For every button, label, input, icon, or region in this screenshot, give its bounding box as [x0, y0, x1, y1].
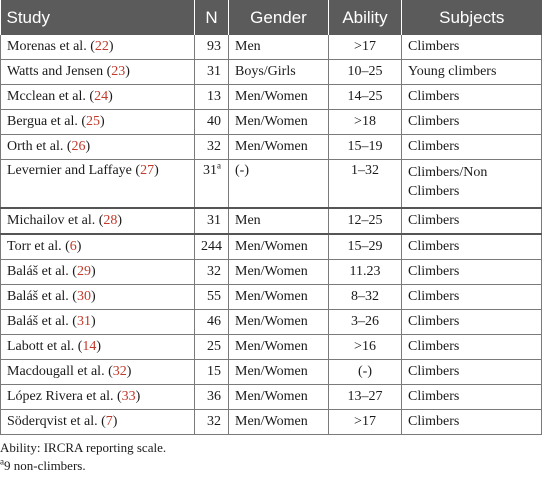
reference-link[interactable]: 30	[76, 289, 91, 304]
subjects-cell	[402, 35, 542, 60]
footnote	[0, 457, 166, 475]
study-name: Macdougall et al. (	[7, 364, 113, 379]
close-paren: )	[108, 89, 113, 104]
subjects-value: Climbers	[408, 389, 460, 404]
close-paren: )	[100, 114, 105, 129]
header-ability: Ability	[329, 0, 402, 35]
ability-cell: 8–32	[329, 285, 402, 310]
subjects-cell	[402, 260, 542, 285]
header-study: Study	[1, 0, 195, 35]
gender-cell: Men/Women	[229, 310, 329, 335]
study-name: Labott et al. (	[7, 339, 83, 354]
table-row	[1, 35, 542, 60]
close-paren: )	[90, 314, 96, 329]
study-name: Michailov et al. (	[7, 213, 104, 228]
subjects-value: Climbers	[408, 364, 460, 379]
table-row	[1, 360, 542, 385]
close-paren: )	[117, 213, 123, 228]
study-name: Orth et al. (	[7, 139, 72, 154]
table-row	[1, 160, 542, 209]
n-cell	[195, 208, 229, 234]
table-body	[1, 35, 542, 435]
close-paren: )	[112, 414, 118, 429]
n-cell	[195, 160, 229, 209]
study-cell	[1, 410, 195, 435]
footnote-mark: a	[0, 456, 4, 467]
table-row	[1, 410, 542, 435]
n-cell	[195, 234, 229, 260]
subjects-value: Climbers	[408, 314, 460, 329]
study-cell	[1, 260, 195, 285]
study-name: Bergua et al. (	[7, 114, 87, 129]
study-cell	[1, 35, 195, 60]
table-row	[1, 310, 542, 335]
header-n: N	[195, 0, 229, 35]
subjects-cell	[402, 110, 542, 135]
subjects-value: Climbers	[408, 264, 460, 279]
subjects-value: Climbers/Non Climbers	[408, 165, 488, 199]
n-value: 32	[207, 139, 221, 154]
table-row	[1, 385, 542, 410]
close-paren: )	[108, 39, 114, 54]
n-cell	[195, 35, 229, 60]
n-value: 46	[207, 314, 221, 329]
study-cell	[1, 234, 195, 260]
n-value: 32	[207, 414, 221, 429]
gender-cell: Men/Women	[229, 360, 329, 385]
n-cell	[195, 110, 229, 135]
gender-cell: Men	[229, 208, 329, 234]
reference-link[interactable]: 14	[82, 339, 97, 354]
subjects-cell	[402, 335, 542, 360]
gender-cell: Men/Women	[229, 285, 329, 310]
ability-cell: 10–25	[329, 60, 402, 85]
ability-cell: >16	[329, 335, 402, 360]
footnote-mark: a	[217, 160, 221, 171]
close-paren: )	[85, 139, 91, 154]
subjects-value: Climbers	[408, 114, 460, 129]
reference-link[interactable]: 22	[94, 39, 109, 54]
ability-cell: 14–25	[329, 85, 402, 110]
subjects-cell	[402, 160, 542, 209]
subjects-cell	[402, 310, 542, 335]
subjects-value: Climbers	[408, 139, 460, 154]
gender-cell: Men/Women	[229, 410, 329, 435]
study-cell	[1, 385, 195, 410]
reference-link[interactable]: 25	[86, 114, 101, 129]
n-cell	[195, 385, 229, 410]
reference-link[interactable]: 27	[140, 163, 155, 178]
ability-cell: 1–32	[329, 160, 402, 209]
n-value: 15	[207, 364, 221, 379]
n-value: 25	[207, 339, 221, 354]
table-row	[1, 335, 542, 360]
gender-cell: Men/Women	[229, 135, 329, 160]
ability-cell: 15–29	[329, 234, 402, 260]
subjects-cell	[402, 60, 542, 85]
subjects-cell	[402, 285, 542, 310]
footnote-text: 9 non-climbers.	[4, 458, 86, 473]
study-cell	[1, 160, 195, 209]
reference-link[interactable]: 23	[111, 64, 126, 79]
ability-cell: >18	[329, 110, 402, 135]
ability-cell: 3–26	[329, 310, 402, 335]
close-paren: )	[154, 163, 159, 178]
gender-cell: Men/Women	[229, 85, 329, 110]
table-notes	[0, 439, 166, 475]
close-paren: )	[96, 339, 102, 354]
reference-link[interactable]: 32	[112, 364, 127, 379]
study-name: Morenas et al. (	[7, 39, 95, 54]
n-cell	[195, 310, 229, 335]
subjects-cell	[402, 385, 542, 410]
n-value: 32	[207, 264, 221, 279]
reference-link[interactable]: 29	[76, 264, 91, 279]
table-row	[1, 110, 542, 135]
reference-link[interactable]: 6	[69, 239, 77, 254]
table-row	[1, 260, 542, 285]
n-cell	[195, 285, 229, 310]
reference-link[interactable]: 26	[71, 139, 86, 154]
table-row	[1, 208, 542, 234]
table-row	[1, 85, 542, 110]
study-cell	[1, 310, 195, 335]
gender-cell: (-)	[229, 160, 329, 209]
ability-cell: (-)	[329, 360, 402, 385]
subjects-cell	[402, 234, 542, 260]
reference-link[interactable]: 7	[105, 414, 113, 429]
study-cell	[1, 85, 195, 110]
reference-link[interactable]: 33	[121, 389, 136, 404]
subjects-value: Climbers	[408, 339, 460, 354]
study-name: Baláš et al. (	[7, 264, 77, 279]
n-value: 55	[207, 289, 221, 304]
study-name: Torr et al. (	[7, 239, 70, 254]
header-subjects: Subjects	[402, 0, 542, 35]
ability-cell: 15–19	[329, 135, 402, 160]
n-cell	[195, 360, 229, 385]
subjects-value: Climbers	[408, 239, 460, 254]
gender-cell: Boys/Girls	[229, 60, 329, 85]
close-paren: )	[90, 289, 96, 304]
subjects-value: Climbers	[408, 39, 460, 54]
subjects-value: Climbers	[408, 289, 460, 304]
ability-cell: >17	[329, 410, 402, 435]
reference-link[interactable]: 24	[94, 89, 109, 104]
study-cell	[1, 110, 195, 135]
close-paren: )	[76, 239, 82, 254]
reference-link[interactable]: 28	[103, 213, 118, 228]
n-value: 31	[207, 213, 221, 228]
subjects-cell	[402, 135, 542, 160]
subjects-cell	[402, 208, 542, 234]
study-name: Watts and Jensen (	[7, 64, 112, 79]
gender-cell: Men/Women	[229, 234, 329, 260]
header-row	[1, 0, 542, 35]
close-paren: )	[135, 389, 141, 404]
study-name: López Rivera et al. (	[7, 389, 122, 404]
reference-link[interactable]: 31	[76, 314, 91, 329]
study-cell	[1, 285, 195, 310]
subjects-value: Climbers	[408, 89, 460, 104]
n-cell	[195, 335, 229, 360]
table-row	[1, 234, 542, 260]
n-value: 31	[203, 163, 217, 178]
gender-cell: Men/Women	[229, 260, 329, 285]
n-value: 40	[207, 114, 221, 129]
gender-cell: Men/Women	[229, 335, 329, 360]
table-row	[1, 60, 542, 85]
header-gender: Gender	[229, 0, 329, 35]
study-cell	[1, 335, 195, 360]
study-name: Mcclean et al. (	[7, 89, 95, 104]
subjects-value: Climbers	[408, 213, 460, 228]
gender-cell: Men/Women	[229, 110, 329, 135]
n-value: 36	[207, 389, 221, 404]
n-value: 13	[207, 89, 221, 104]
study-cell	[1, 208, 195, 234]
study-cell	[1, 360, 195, 385]
table-row	[1, 285, 542, 310]
study-cell	[1, 135, 195, 160]
n-value: 31	[207, 64, 221, 79]
close-paren: )	[125, 64, 130, 79]
study-name: Baláš et al. (	[7, 314, 77, 329]
ability-cell: 13–27	[329, 385, 402, 410]
ability-cell: >17	[329, 35, 402, 60]
table-row	[1, 135, 542, 160]
study-cell	[1, 60, 195, 85]
n-value: 93	[207, 39, 221, 54]
ability-cell: 12–25	[329, 208, 402, 234]
subjects-cell	[402, 410, 542, 435]
subjects-value: Young climbers	[408, 64, 497, 79]
ability-cell: 11.23	[329, 260, 402, 285]
n-cell	[195, 260, 229, 285]
study-name: Baláš et al. (	[7, 289, 77, 304]
n-value: 244	[201, 239, 222, 254]
gender-cell: Men	[229, 35, 329, 60]
n-cell	[195, 135, 229, 160]
n-cell	[195, 410, 229, 435]
study-name: Söderqvist et al. (	[7, 414, 106, 429]
n-cell	[195, 85, 229, 110]
subjects-cell	[402, 360, 542, 385]
ability-note: Ability: IRCRA reporting scale.	[0, 440, 167, 455]
n-cell	[195, 60, 229, 85]
gender-cell: Men/Women	[229, 385, 329, 410]
close-paren: )	[90, 264, 96, 279]
subjects-value: Climbers	[408, 414, 460, 429]
study-name: Levernier and Laffaye (	[7, 163, 141, 178]
subjects-cell	[402, 85, 542, 110]
close-paren: )	[126, 364, 132, 379]
